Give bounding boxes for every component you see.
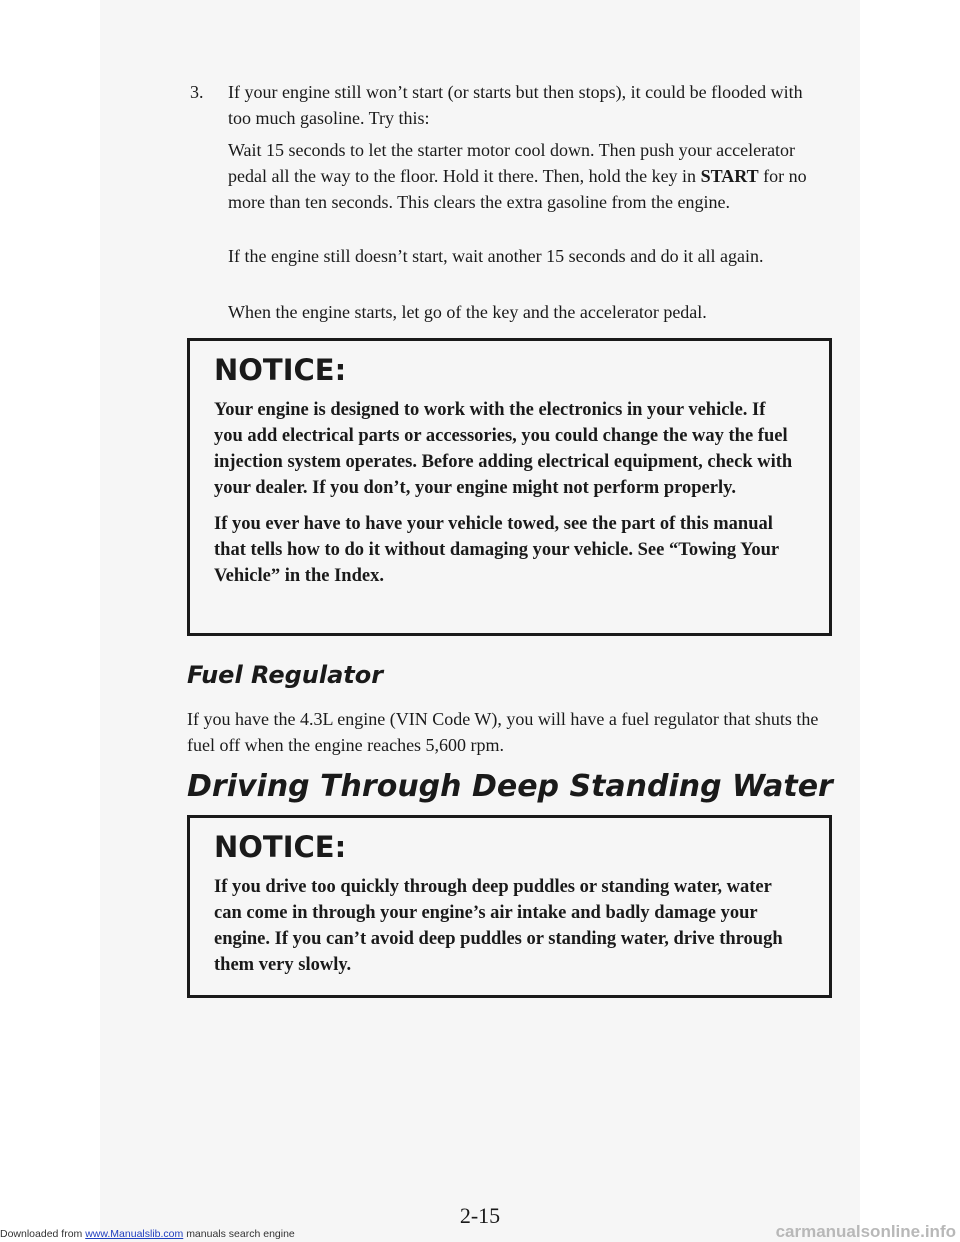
notice-towing-text: If you ever have to have your vehicle towed, see the part of this manual that tells how to do it without damaging your vehicle. See “Towing Your Vehicle” in the Index. (214, 514, 779, 586)
retry-paragraph: If the engine still doesn’t start, wait another 15 seconds and do it all again. (228, 246, 764, 266)
footer-downloaded-from: Downloaded from (0, 1228, 83, 1240)
fuel-regulator-text: If you have the 4.3L engine (VIN Code W), you will have a fuel regulator that shuts the fuel off when the engine reaches 5,600 rpm. (187, 709, 819, 755)
deep-water-heading: Driving Through Deep Standing Water (187, 769, 833, 804)
wait-text-after: for no more than ten seconds. This clears the extra gasoline from the engine. (228, 166, 807, 212)
step-item-3 (190, 79, 830, 131)
notice-electronics-text: Your engine is designed to work with the electronics in your vehicle. If you add electrical parts or accessories, you could change the way the fuel injection system operates. Before adding electrical equipment, check with your dealer. If you don’t, your engine might not perform properly. (214, 400, 793, 498)
notice-title: NOTICE: (214, 353, 347, 387)
manualslib-link[interactable]: www.Manualslib.com (85, 1228, 184, 1240)
download-footer (0, 1228, 295, 1240)
fuel-regulator-heading: Fuel Regulator (187, 661, 384, 689)
watermark: carmanualsonline.info (775, 1222, 956, 1241)
start-keyword: START (700, 166, 759, 186)
release-paragraph: When the engine starts, let go of the key and the accelerator pedal. (228, 302, 707, 322)
wait-paragraph (228, 137, 838, 215)
footer-suffix: manuals search engine (186, 1228, 295, 1240)
step-text: If your engine still won’t start (or starts but then stops), it could be flooded with too much gasoline. Try this: (228, 82, 803, 128)
notice-box-deep-water (187, 815, 832, 998)
step-number: 3. (190, 82, 204, 102)
notice-deep-water-text: If you drive too quickly through deep puddles or standing water, water can come in through your engine’s air intake and badly damage your engine. If you can’t avoid deep puddles or standing water, drive through them very slowly. (214, 877, 783, 975)
notice-box-electronics (187, 338, 832, 636)
page-number: 2-15 (459, 1203, 501, 1228)
notice-title: NOTICE: (214, 830, 347, 864)
wait-text-before: Wait 15 seconds to let the starter motor cool down. Then push your accelerator pedal all the way to the floor. Hold it there. Then, hold the key in (228, 140, 796, 186)
